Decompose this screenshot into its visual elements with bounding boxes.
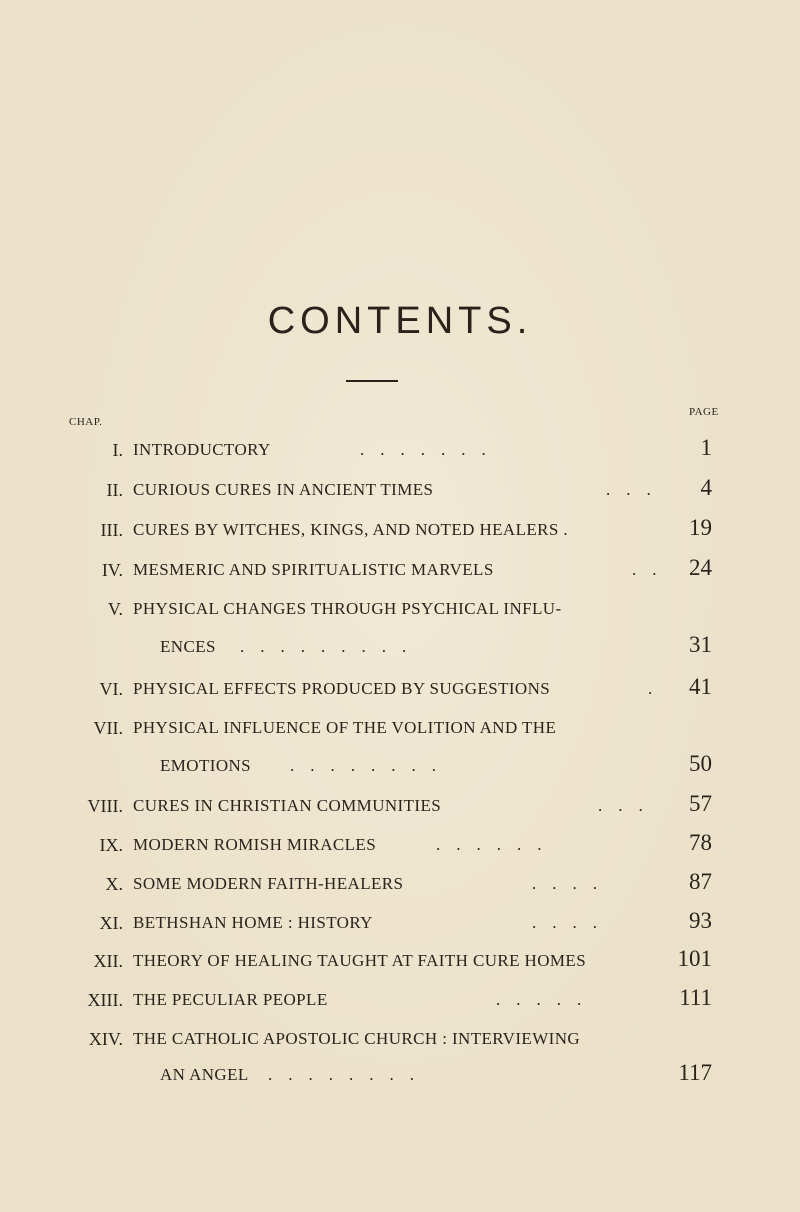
chapter-page: 41 — [689, 674, 712, 699]
page-column-header: PAGE — [689, 406, 719, 418]
chapter-title: INTRODUCTORY — [133, 440, 271, 459]
chapter-page: 1 — [700, 435, 712, 460]
chapter-number: XI. — [99, 913, 123, 933]
chapter-title-continued: ENCES — [160, 637, 216, 656]
toc-entry — [0, 475, 800, 520]
leader-dots: ...... — [436, 835, 558, 854]
chapter-title-continued: EMOTIONS — [160, 756, 252, 775]
chapter-number: VIII. — [87, 796, 123, 816]
chapter-number: XIV. — [88, 1029, 123, 1049]
toc-entry — [0, 830, 800, 875]
toc-entry — [0, 515, 800, 560]
chapter-number: IX. — [99, 835, 123, 855]
leader-dots: ........ — [268, 1065, 430, 1084]
chapter-title-continued: AN ANGEL — [160, 1065, 249, 1084]
leader-dots: ... — [598, 796, 659, 815]
toc-entry — [0, 985, 800, 1030]
chapter-page: 117 — [678, 1060, 712, 1085]
chapter-page: 87 — [689, 869, 712, 894]
chapter-title: THE PECULIAR PEOPLE — [133, 990, 328, 1009]
leader-dots: .... — [532, 874, 613, 893]
toc-entry — [0, 791, 800, 836]
chapter-title: CURES IN CHRISTIAN COMMUNITIES — [133, 796, 442, 815]
chapter-page: 57 — [689, 791, 712, 816]
leader-dots: ..... — [496, 990, 598, 1009]
leader-dots: ....... — [360, 440, 502, 459]
chapter-page: 4 — [700, 475, 712, 500]
chapter-page: 24 — [689, 555, 712, 580]
chapter-title: MESMERIC AND SPIRITUALISTIC MARVELS — [133, 560, 494, 579]
chapter-number: IV. — [101, 560, 123, 580]
toc-entry — [0, 555, 800, 600]
chapter-number: III. — [100, 520, 123, 540]
chapter-page: 50 — [689, 751, 712, 776]
chapter-number: II. — [106, 480, 123, 500]
toc-entry — [0, 718, 800, 798]
chapter-page: 19 — [689, 515, 712, 540]
leader-dots: . — [648, 679, 669, 698]
chapter-title: THE CATHOLIC APOSTOLIC CHURCH : INTERVIEWING — [133, 1029, 581, 1048]
leader-dots: .... — [532, 913, 613, 932]
chapter-number: I. — [112, 440, 123, 460]
chapter-number: X. — [105, 874, 123, 894]
chapter-title: SOME MODERN FAITH-HEALERS — [133, 874, 404, 893]
chapter-title: CURES BY WITCHES, KINGS, AND NOTED HEALERS . — [133, 520, 569, 539]
chapter-number: XIII. — [87, 990, 123, 1010]
leader-dots: ... — [606, 480, 667, 499]
toc-entry — [0, 869, 800, 914]
title-rule — [346, 380, 398, 382]
chapter-title: CURIOUS CURES IN ANCIENT TIMES — [133, 480, 434, 499]
chapter-page: 93 — [689, 908, 712, 933]
chapter-number: VI. — [99, 679, 123, 699]
chapter-page: 31 — [689, 632, 712, 657]
chapter-number: XII. — [93, 951, 123, 971]
chapter-title: PHYSICAL CHANGES THROUGH PSYCHICAL INFLU- — [133, 599, 562, 618]
chapter-title: THEORY OF HEALING TAUGHT AT FAITH CURE HOMES — [133, 951, 587, 970]
chapter-number: VII. — [93, 718, 123, 738]
chapter-page: 101 — [677, 946, 712, 971]
leader-dots: .. — [632, 560, 673, 579]
page-title: CONTENTS. — [267, 300, 533, 342]
toc-entry — [0, 435, 800, 480]
toc-entry — [0, 674, 800, 719]
chapter-page: 78 — [689, 830, 712, 855]
chapter-title: BETHSHAN HOME : HISTORY — [133, 913, 373, 932]
leader-dots: ......... — [240, 637, 423, 656]
chapter-page: 111 — [679, 985, 712, 1010]
chapter-title: MODERN ROMISH MIRACLES — [133, 835, 377, 854]
leader-dots: ........ — [290, 756, 452, 775]
toc-entry — [0, 599, 800, 679]
chapter-title: PHYSICAL INFLUENCE OF THE VOLITION AND THE — [133, 718, 557, 737]
chapter-title: PHYSICAL EFFECTS PRODUCED BY SUGGESTIONS — [133, 679, 551, 698]
chap-column-header: CHAP. — [69, 416, 103, 428]
chapter-number: V. — [107, 599, 123, 619]
toc-entry — [0, 1029, 800, 1109]
